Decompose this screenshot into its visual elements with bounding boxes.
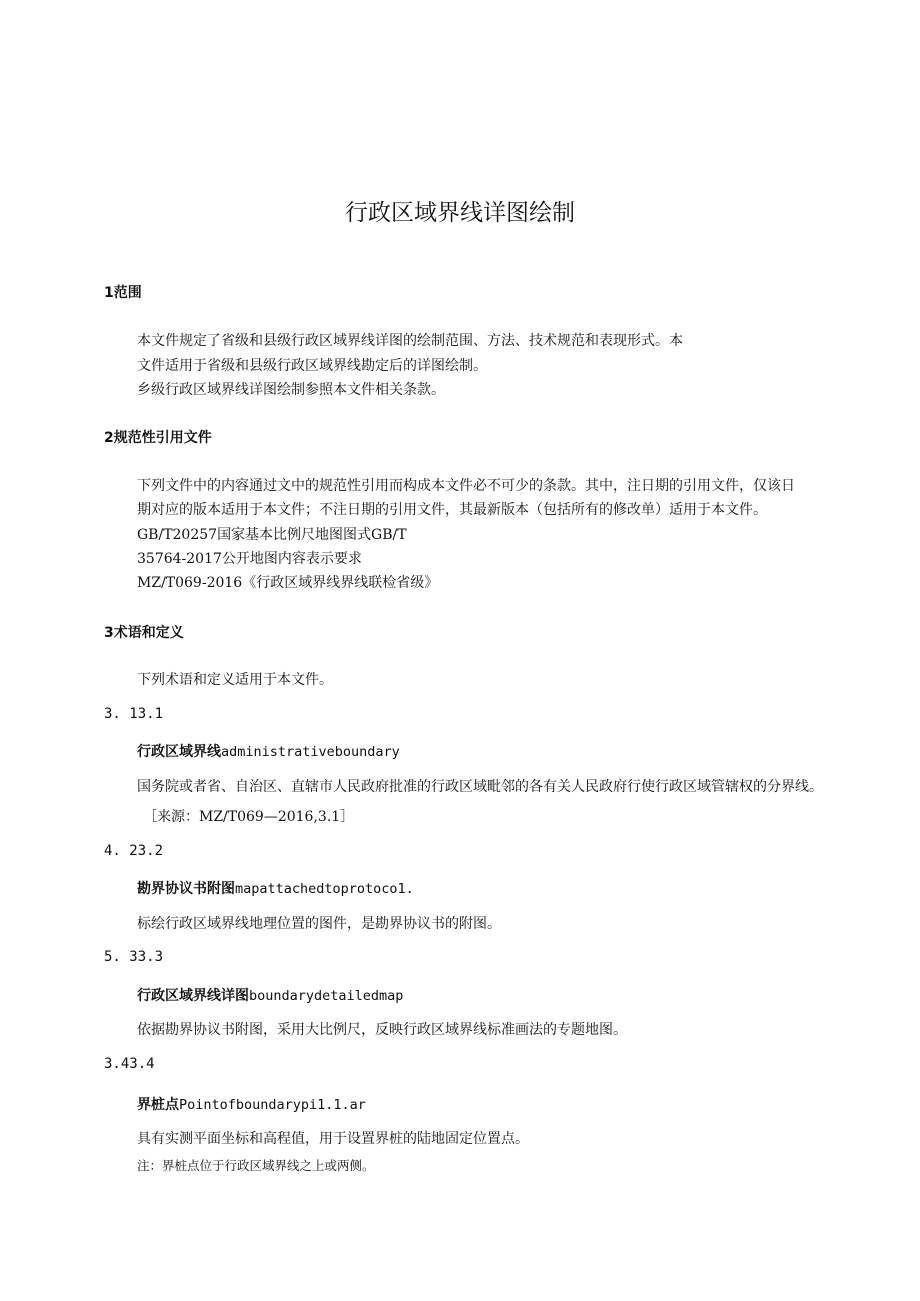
term-english: boundarydetailedmap: [249, 988, 404, 1004]
term-number: 3. 13.1: [104, 706, 164, 722]
term-entry: [137, 985, 403, 1005]
term-english: mapattachedtoprotoco1.: [235, 881, 414, 897]
term-note: 注：界桩点位于行政区域界线之上或两侧。: [137, 1158, 375, 1173]
reference-line: 35764-2017公开地图内容表示要求: [137, 551, 362, 567]
term-english: administrativeboundary: [221, 744, 400, 760]
term-entry: [137, 1094, 366, 1114]
term-chinese: 勘界协议书附图: [137, 881, 235, 897]
document-title: 行政区域界线详图绘制: [345, 200, 575, 226]
term-definition: 标绘行政区域界线地理位置的图件，是勘界协议书的附图。: [137, 916, 501, 932]
paragraph-line: 期对应的版本适用于本文件；不注日期的引用文件，其最新版本（包括所有的修改单）适用于本文件。: [137, 502, 767, 518]
section-heading-scope: 1范围: [104, 285, 142, 301]
term-entry: [137, 878, 414, 898]
term-definition: 依据勘界协议书附图，采用大比例尺，反映行政区域界线标准画法的专题地图。: [137, 1022, 627, 1038]
term-chinese: 界桩点: [137, 1097, 179, 1113]
paragraph-line: 下列术语和定义适用于本文件。: [137, 672, 333, 688]
term-number: 4. 23.2: [104, 843, 164, 859]
reference-line: MZ/T069-2016《行政区域界线界线联检省级》: [137, 575, 439, 591]
paragraph-line: 乡级行政区域界线详图绘制参照本文件相关条款。: [137, 382, 445, 398]
term-definition: 具有实测平面坐标和高程值，用于设置界桩的陆地固定位置点。: [137, 1131, 529, 1147]
term-definition: 国务院或者省、自治区、直辖市人民政府批准的行政区域毗邻的各有关人民政府行使行政区域管辖权的分界线。: [137, 779, 823, 795]
term-english: Pointofboundarypi1.1.ar: [179, 1097, 366, 1113]
reference-line: GB/T20257国家基本比例尺地图图式GB/T: [137, 527, 407, 543]
paragraph-line: 下列文件中的内容通过文中的规范性引用而构成本文件必不可少的条款。其中，注日期的引用文件，仅该日: [137, 478, 795, 494]
term-number: 5. 33.3: [104, 949, 164, 965]
paragraph-line: 本文件规定了省级和县级行政区域界线详图的绘制范围、方法、技术规范和表现形式。本: [137, 333, 683, 349]
term-chinese: 行政区域界线详图: [137, 988, 249, 1004]
term-source: ［来源：MZ/T069—2016,3.1］: [143, 809, 355, 825]
term-number: 3.43.4: [104, 1056, 155, 1072]
paragraph-line: 文件适用于省级和县级行政区域界线勘定后的详图绘制。: [137, 358, 487, 374]
section-heading-terms: 3术语和定义: [104, 625, 184, 641]
term-entry: [137, 741, 400, 761]
section-heading-references: 2规范性引用文件: [104, 430, 212, 446]
term-chinese: 行政区域界线: [137, 744, 221, 760]
